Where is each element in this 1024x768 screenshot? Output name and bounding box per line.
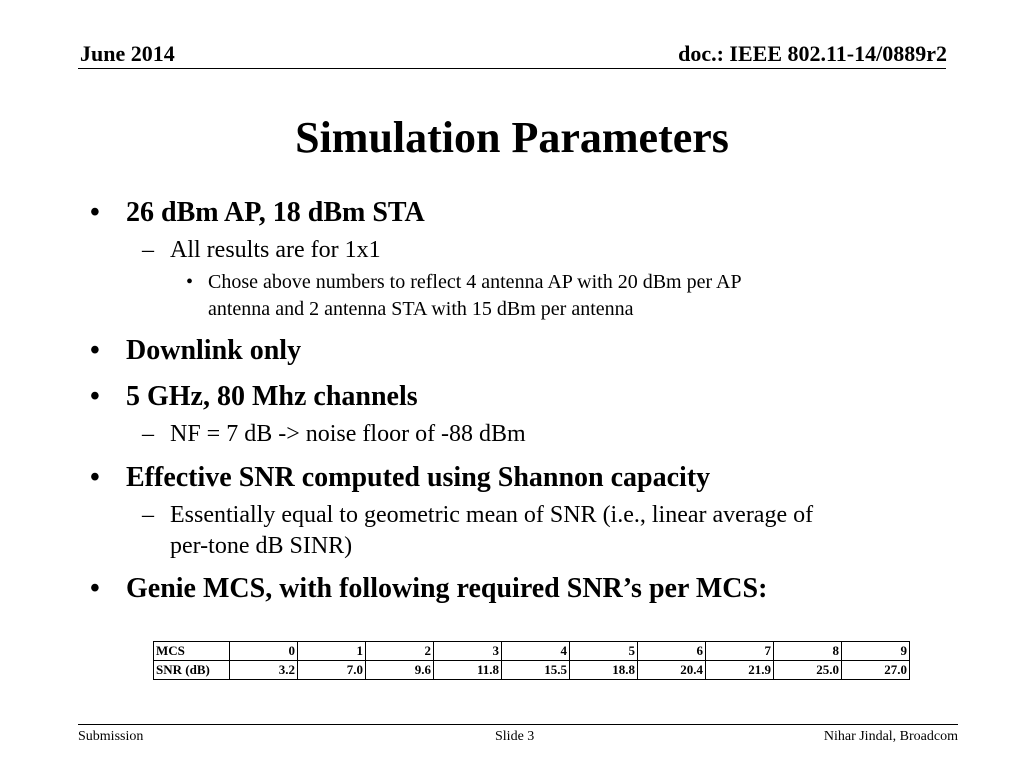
footer-submission: Submission <box>78 729 144 744</box>
snr-cell: 3.2 <box>230 661 298 680</box>
bullet-1-text: 26 dBm AP, 18 dBm STA <box>126 197 425 228</box>
bullet-1-sub-1-sub-1 <box>90 269 950 323</box>
bullet-3-text: 5 GHz, 80 Mhz channels <box>126 381 418 412</box>
header-divider <box>78 68 946 69</box>
mcs-cell: 9 <box>842 642 910 661</box>
mcs-cell: 1 <box>298 642 366 661</box>
footer-slide-number: Slide 3 <box>495 729 535 744</box>
slide-title: Simulation Parameters <box>295 113 729 162</box>
bullet-dot-icon: • <box>90 462 100 493</box>
snr-cell: 7.0 <box>298 661 366 680</box>
bullet-1-sub-1-sub-1-line-1: Chose above numbers to reflect 4 antenna AP with 20 dBm per AP <box>208 271 742 293</box>
bullet-dot-icon: • <box>90 335 100 366</box>
bullet-4 <box>90 461 950 495</box>
bullet-list <box>90 196 950 606</box>
snr-cell: 20.4 <box>638 661 706 680</box>
header-date: June 2014 <box>80 41 175 66</box>
bullet-5-text: Genie MCS, with following required SNR’s per MCS: <box>126 573 768 604</box>
bullet-2-text: Downlink only <box>126 335 302 366</box>
footer-author: Nihar Jindal, Broadcom <box>823 729 958 744</box>
mcs-cell: 7 <box>706 642 774 661</box>
bullet-3 <box>90 380 950 414</box>
bullet-dot-icon: • <box>90 573 100 604</box>
mcs-cell: 6 <box>638 642 706 661</box>
bullet-1 <box>90 196 950 230</box>
bullet-1-sub-1-text: All results are for 1x1 <box>170 237 381 263</box>
mcs-cell: 4 <box>502 642 570 661</box>
table-row-mcs <box>154 642 910 661</box>
snr-cell: 15.5 <box>502 661 570 680</box>
bullet-4-sub-1-line-1: Essentially equal to geometric mean of SNR (i.e., linear average of <box>170 502 814 528</box>
dash-icon: – <box>142 237 154 263</box>
row-header-mcs: MCS <box>154 642 230 661</box>
snr-cell: 18.8 <box>570 661 638 680</box>
snr-cell: 27.0 <box>842 661 910 680</box>
mcs-cell: 5 <box>570 642 638 661</box>
bullet-4-text: Effective SNR computed using Shannon capacity <box>126 462 711 493</box>
footer-divider <box>78 724 958 725</box>
snr-cell: 9.6 <box>366 661 434 680</box>
bullet-5 <box>90 572 950 606</box>
bullet-dot-icon: • <box>90 197 100 228</box>
snr-cell: 11.8 <box>434 661 502 680</box>
bullet-1-sub-1 <box>90 235 950 266</box>
bullet-dot-icon: • <box>186 271 194 293</box>
snr-cell: 25.0 <box>774 661 842 680</box>
mcs-cell: 0 <box>230 642 298 661</box>
row-header-snr: SNR (dB) <box>154 661 230 680</box>
table-row-snr <box>154 661 910 680</box>
bullet-1-sub-1-sub-1-line-2: antenna and 2 antenna STA with 15 dBm per antenna <box>208 298 634 320</box>
mcs-snr-table <box>153 641 910 680</box>
header-doc-id: doc.: IEEE 802.11-14/0889r2 <box>678 41 947 66</box>
bullet-2 <box>90 334 950 368</box>
snr-cell: 21.9 <box>706 661 774 680</box>
mcs-snr-table-container <box>153 641 910 680</box>
bullet-4-sub-1-line-2: per-tone dB SINR) <box>170 533 353 559</box>
dash-icon: – <box>142 421 154 447</box>
bullet-3-sub-1-text: NF = 7 dB -> noise floor of -88 dBm <box>170 421 526 447</box>
bullet-3-sub-1 <box>90 419 950 450</box>
mcs-cell: 2 <box>366 642 434 661</box>
dash-icon: – <box>142 502 154 528</box>
mcs-cell: 8 <box>774 642 842 661</box>
mcs-cell: 3 <box>434 642 502 661</box>
bullet-4-sub-1 <box>90 500 950 562</box>
bullet-dot-icon: • <box>90 381 100 412</box>
